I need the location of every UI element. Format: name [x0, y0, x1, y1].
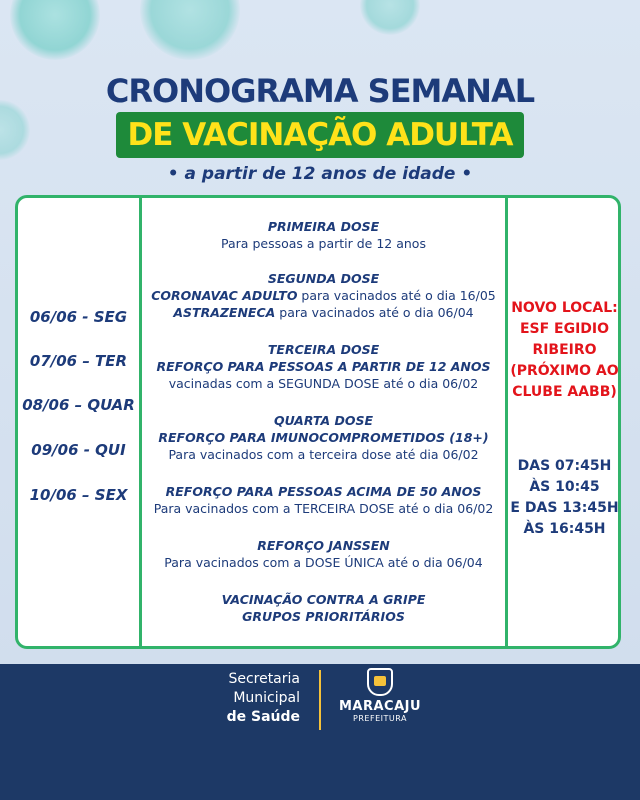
maracaju-logo: [335, 668, 425, 730]
date-item: 09/06 - QUI: [31, 441, 126, 459]
segunda-dose-line-2: [142, 304, 505, 321]
date-item: 06/06 - SEG: [29, 308, 128, 326]
hours-line: DAS 07:45H: [517, 458, 612, 474]
date-item: 10/06 – SEX: [29, 486, 128, 504]
location-line: (PRÓXIMO AO: [510, 363, 619, 379]
reforco-50-heading: REFORÇO PARA PESSOAS ACIMA DE 50 ANOS: [165, 484, 482, 499]
reforco-janssen-heading: REFORÇO JANSSEN: [257, 538, 390, 553]
location-line: RIBEIRO: [532, 342, 597, 358]
secretaria-line: Municipal: [233, 690, 300, 706]
virus-decoration: [10, 0, 100, 60]
reforco-50-text: Para vacinados com a TERCEIRA DOSE até o dia 06/02: [153, 501, 494, 516]
title-line-2: DE VACINAÇÃO ADULTA: [116, 112, 525, 158]
title-line-1: CRONOGRAMA SEMANAL: [105, 72, 535, 110]
hours-line: E DAS 13:45H: [510, 500, 619, 516]
secretaria-line: Secretaria: [228, 671, 300, 687]
column-divider: [505, 198, 508, 646]
hours-line: ÀS 16:45H: [523, 521, 606, 537]
astrazeneca-text: para vacinados até o dia 06/04: [275, 305, 474, 320]
quarta-dose-sub: REFORÇO PARA IMUNOCOMPROMETIDOS (18+): [158, 430, 489, 445]
gripe-heading: VACINAÇÃO CONTRA A GRIPE: [221, 592, 426, 607]
virus-decoration: [360, 0, 420, 35]
logo-name: MARACAJU: [338, 699, 422, 714]
logo-sub: PREFEITURA: [353, 714, 407, 723]
footer-divider: [319, 670, 321, 730]
secretaria-text: [227, 670, 300, 727]
quarta-dose-text: Para vacinados com a terceira dose até dia 06/02: [168, 447, 479, 462]
gripe-sub: GRUPOS PRIORITÁRIOS: [242, 609, 405, 624]
primeira-dose-text: Para pessoas a partir de 12 anos: [221, 236, 426, 251]
virus-decoration: [140, 0, 240, 60]
opening-hours: [508, 456, 621, 540]
location-line: NOVO LOCAL:: [511, 300, 618, 316]
new-location: [508, 298, 621, 403]
terceira-dose-heading: TERCEIRA DOSE: [267, 342, 380, 357]
hours-line: ÀS 10:45: [529, 479, 600, 495]
coronavac-label: CORONAVAC ADULTO: [151, 288, 298, 303]
reforco-janssen-text: Para vacinados com a DOSE ÚNICA até o dia 06/04: [164, 555, 483, 570]
segunda-dose-line-1: [142, 287, 505, 304]
footer: [0, 664, 640, 800]
location-line: CLUBE AABB): [512, 384, 617, 400]
location-line: ESF EGIDIO: [519, 321, 610, 337]
city-crest-icon: [367, 668, 393, 696]
date-item: 08/06 – QUAR: [22, 396, 135, 414]
terceira-dose-sub: REFORÇO PARA PESSOAS A PARTIR DE 12 ANOS: [156, 359, 491, 374]
terceira-dose-text: vacinadas com a SEGUNDA DOSE até o dia 06/02: [168, 376, 479, 391]
title-line-2-wrap: [0, 112, 640, 158]
date-item: 07/06 – TER: [29, 352, 128, 370]
schedule-card: [15, 195, 621, 649]
coronavac-text: para vacinados até o dia 16/05: [297, 288, 496, 303]
quarta-dose-heading: QUARTA DOSE: [273, 413, 374, 428]
subtitle: • a partir de 12 anos de idade •: [167, 164, 473, 184]
astrazeneca-label: ASTRAZENECA: [173, 305, 276, 320]
segunda-dose-heading: SEGUNDA DOSE: [267, 271, 380, 286]
secretaria-line: de Saúde: [226, 709, 300, 725]
primeira-dose-heading: PRIMEIRA DOSE: [267, 219, 380, 234]
